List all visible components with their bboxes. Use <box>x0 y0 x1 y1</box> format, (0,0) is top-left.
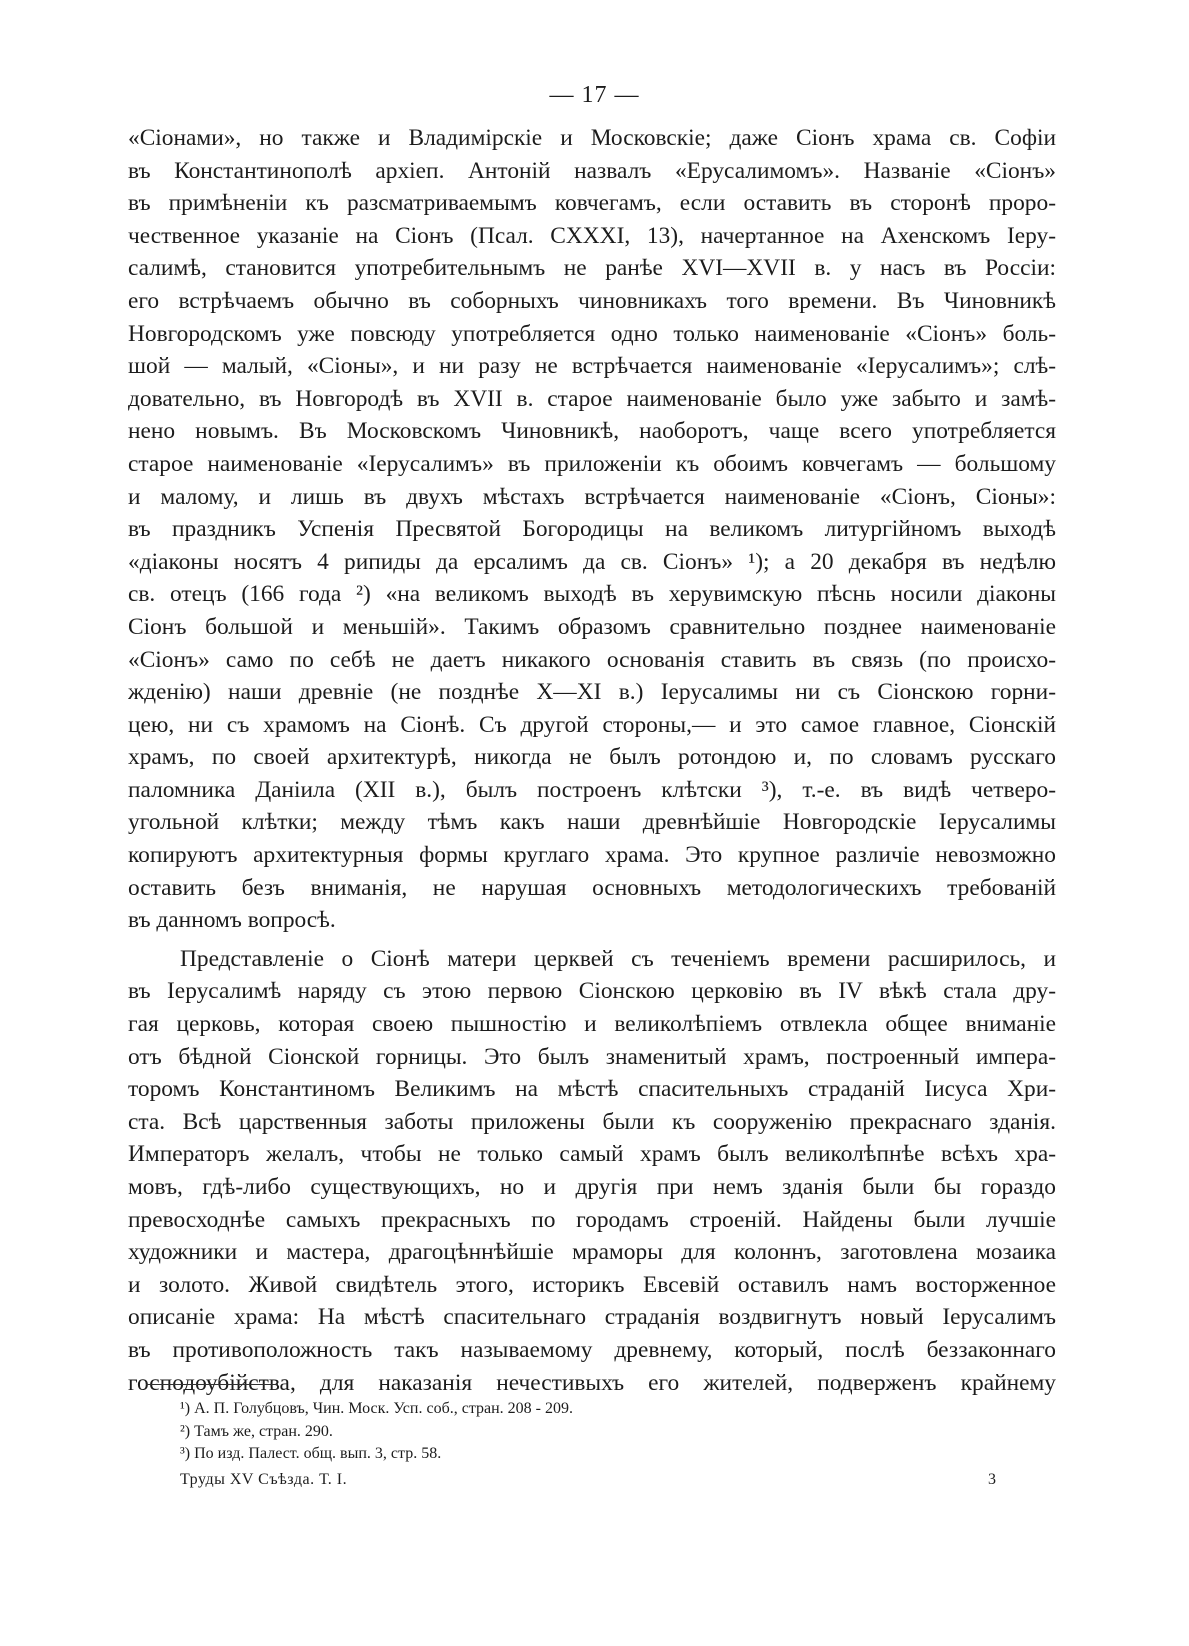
text-line: храмъ, по своей архитектурѣ, никогда не былъ ротондою и, по словамъ русскаго <box>128 744 1056 771</box>
text-line: въ примѣненіи къ разсматриваемымъ ковчегамъ, если оставить въ сторонѣ проро- <box>128 190 1056 217</box>
footnote-divider <box>146 1384 278 1385</box>
text-line: старое наименованіе «Іерусалимъ» въ приложеніи къ обоимъ ковчегамъ — большому <box>128 450 1056 477</box>
sheet-number: 3 <box>988 1471 996 1488</box>
text-line: «Сіонами», но также и Владимірскіе и Московскіе; даже Сіонъ храма св. Софіи <box>128 125 1056 151</box>
text-line: «діаконы носятъ 4 рипиды да ерсалимъ да св. Сіонъ» ¹); а 20 декабря въ недѣлю <box>128 548 1056 575</box>
text-line: господоубійства, для наказанія нечестивыхъ его жителей, подверженъ крайнему <box>128 1369 1056 1396</box>
text-line: въ Іерусалимѣ наряду съ этою первою Сіонскою церковію въ IV вѣкѣ стала дру- <box>128 978 1056 1005</box>
footnotes <box>180 1398 900 1466</box>
text-line: нено новымъ. Въ Московскомъ Чиновникѣ, наоборотъ, чаще всего употребляется <box>128 418 1056 445</box>
text-line: его встрѣчаемъ обычно въ соборныхъ чиновникахъ того времени. Въ Чиновникѣ <box>128 287 1056 314</box>
text-line: Сіонъ большой и меньшій». Такимъ образомъ сравнительно позднее наименованіе <box>128 613 1056 640</box>
text-line: Новгородскомъ уже повсюду употребляется одно только наименованіе «Сіонъ» боль- <box>128 320 1056 347</box>
text-line: и малому, и лишь въ двухъ мѣстахъ встрѣчается наименованіе «Сіонъ, Сіоны»: <box>128 483 1056 510</box>
text-line: превосходнѣе самыхъ прекрасныхъ по городамъ строеній. Найдены были лучшіе <box>128 1206 1056 1233</box>
text-line: чественное указаніе на Сіонъ (Псал. CXXXI, 13), начертанное на Ахенскомъ Іеру- <box>128 222 1056 249</box>
text-line: жденію) наши древніе (не позднѣе X—XI в.) Іерусалимы ни съ Сіонскою горни- <box>128 679 1056 706</box>
text-line: отъ бѣдной Сіонской горницы. Это былъ знаменитый храмъ, построенный импера- <box>128 1043 1056 1070</box>
text-line: художники и мастера, драгоцѣннѣйшіе мраморы для колоннъ, заготовлена мозаика <box>128 1239 1056 1266</box>
text-line: паломника Даніила (XII в.), былъ построенъ клѣтски ³), т.-е. въ видѣ четверо- <box>128 776 1056 803</box>
text-line: въ данномъ вопросѣ. <box>128 907 336 934</box>
text-line: цею, ни съ храмомъ на Сіонѣ. Съ другой стороны,— и это самое главное, Сіонскій <box>128 711 1056 738</box>
text-line: въ праздникъ Успенія Пресвятой Богородицы на великомъ литургійномъ выходѣ <box>128 516 1056 543</box>
text-line: угольной клѣтки; между тѣмъ какъ наши древнѣйшіе Новгородскіе Іерусалимы <box>128 809 1056 836</box>
page-number: — 17 — <box>549 82 640 108</box>
body-text <box>128 122 1056 1399</box>
text-line: Представленіе о Сіонѣ матери церквей съ теченіемъ времени расширилось, и <box>180 945 1056 972</box>
text-line: ста. Всѣ царственныя заботы приложены были къ сооруженію прекраснаго зданія. <box>128 1108 1056 1135</box>
text-line: торомъ Константиномъ Великимъ на мѣстѣ спасительныхъ страданій Іисуса Хри- <box>128 1076 1056 1103</box>
text-line: описаніе храма: На мѣстѣ спасительнаго страданія воздвигнутъ новый Іерусалимъ <box>128 1304 1056 1331</box>
text-line: копируютъ архитектурныя формы круглаго храма. Это крупное различіе невозможно <box>128 842 1056 869</box>
text-line: довательно, въ Новгородѣ въ XVII в. старое наименованіе было уже забыто и замѣ- <box>128 385 1056 412</box>
printer-signature: Труды XV Съѣзда. Т. I. <box>180 1471 348 1488</box>
text-line: гая церковь, которая своею пышностію и великолѣпіемъ отвлекла общее вниманіе <box>128 1011 1056 1038</box>
text-line: салимѣ, становится употребительнымъ не ранѣе XVI—XVII в. у насъ въ Россіи: <box>128 255 1056 282</box>
text-line: оставить безъ вниманія, не нарушая основныхъ методологическихъ требованій <box>128 874 1056 901</box>
text-line: св. отецъ (166 года ²) «на великомъ выходѣ въ херувимскую пѣснь носили діаконы <box>128 581 1056 608</box>
text-line: въ Константинополѣ архіеп. Антоній назвалъ «Ерусалимомъ». Названіе «Сіонъ» <box>128 157 1056 184</box>
text-line: шой — малый, «Сіоны», и ни разу не встрѣчается наименованіе «Іерусалимъ»; слѣ- <box>128 353 1056 380</box>
footnote-2: ²) Тамъ же, стран. 290. <box>180 1422 333 1440</box>
text-line: мовъ, гдѣ-либо существующихъ, но и другія при немъ зданія были бы гораздо <box>128 1174 1056 1200</box>
text-line: и золото. Живой свидѣтель этого, историкъ Евсевій оставилъ намъ восторженное <box>128 1271 1056 1298</box>
footnote-3: ³) По изд. Палест. общ. вып. 3, стр. 58. <box>180 1445 442 1462</box>
text-line: «Сіонъ» само по себѣ не даетъ никакого основанія ставить въ связь (по происхо- <box>128 646 1056 673</box>
text-line: Императоръ желалъ, чтобы не только самый храмъ былъ великолѣпнѣе всѣхъ хра- <box>128 1141 1056 1168</box>
text-line: въ противоположность такъ называемому древнему, который, послѣ беззаконнаго <box>128 1336 1056 1363</box>
footnote-1: ¹) А. П. Голубцовъ, Чин. Моск. Усп. соб., стран. 208 - 209. <box>180 1400 573 1417</box>
